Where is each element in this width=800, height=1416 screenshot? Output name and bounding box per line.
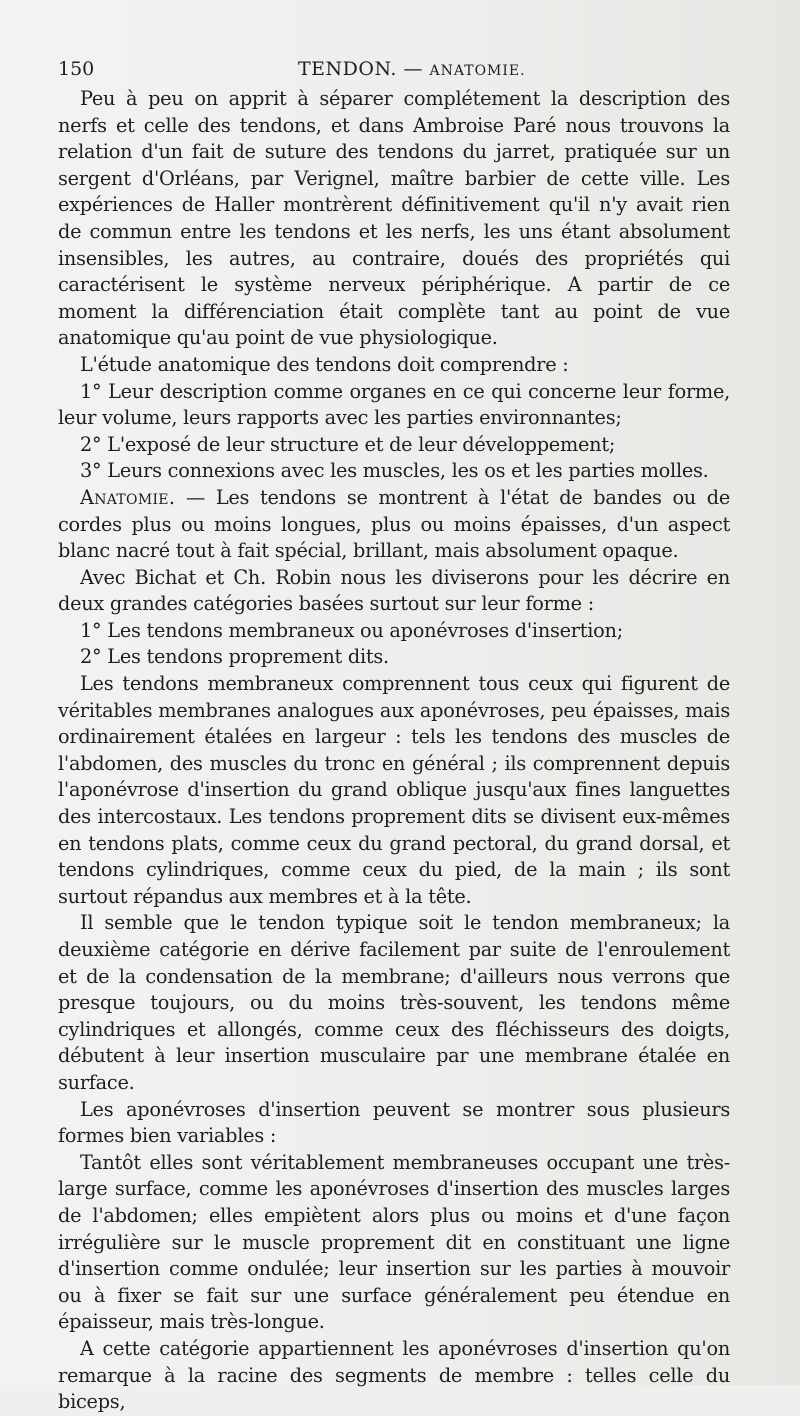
list-item-structure: 2° L'exposé de leur structure et de leur développement; (80, 432, 616, 456)
list-item-connexions: 3° Leurs connexions avec les muscles, les os et les parties molles. (80, 459, 709, 483)
body-text (58, 86, 730, 1416)
anatomie-heading: Anatomie. (80, 485, 176, 509)
paragraph-categories: Avec Bichat et Ch. Robin nous les diviserons pour les décrire en deux grandes catégories basées surtout sur leur forme : (58, 565, 730, 616)
paragraph-categorie: A cette catégorie appartiennent les aponévroses d'insertion qu'on remarque à la racine des segments de membre : telles celle du biceps, (58, 1336, 730, 1414)
running-separator: — (403, 58, 423, 80)
paragraph-tantot: Tantôt elles sont véritablement membraneuses occupant une très-large surface, comme les aponévroses d'insertion des muscles larges de l'abdomen; elles empiètent alors plus ou moins et d'une façon irrégulière sur le muscle proprement dit en constituant une ligne d'insertion comme ondulée; leur insertion sur les parties à mouvoir ou à fixer se fait sur une surface généralement peu étendue en épaisseur, mais très-longue. (58, 1150, 730, 1334)
paragraph-history: Peu à peu on apprit à séparer complétement la description des nerfs et celle des tendons, et dans Ambroise Paré nous trouvons la relation d'un fait de suture des tendons du jarret, pratiquée sur un sergent d'Orléans, par Verignel, maître barbier de cette ville. Les expériences de Haller montrèrent définitivement qu'il n'y avait rien de commun entre les tendons et les nerfs, les uns étant absolument insensibles, les autres, au contraire, doués des propriétés qui caractérisent le système nerveux périphérique. A partir de ce moment la différenciation était complète tant au point de vue anatomique qu'au point de vue physiologique. (58, 87, 730, 350)
paragraph-typique: Il semble que le tendon typique soit le tendon membraneux; la deuxième catégorie en dérive facilement par suite de l'enroulement et de la condensation de la membrane; d'ailleurs nous verrons que presque toujours, ou du moins très-souvent, les tendons même cylindriques et allongés, comme ceux des fléchisseurs des doigts, débutent à leur insertion musculaire par une membrane étalée en surface. (58, 911, 730, 1094)
running-subtitle: ANATOMIE. (429, 63, 526, 79)
paragraph-aponevroses: Les aponévroses d'insertion peuvent se montrer sous plusieurs formes bien variables : (58, 1097, 730, 1148)
list-item-proprement-dits: 2° Les tendons proprement dits. (80, 645, 389, 669)
page-number: 150 (58, 58, 95, 80)
list-item-membraneux: 1° Les tendons membraneux ou aponévroses d'insertion; (80, 618, 623, 642)
paragraph-anatomie (58, 485, 730, 565)
paragraph-study-intro: L'étude anatomique des tendons doit comprendre : (80, 352, 569, 376)
running-title: TENDON. (298, 58, 397, 80)
running-head (298, 52, 526, 88)
list-item-description: 1° Leur description comme organes en ce qui concerne leur forme, leur volume, leurs rapports avec les parties environnantes; (58, 379, 730, 430)
anatomie-text: — Les tendons se montrent à l'état de bandes ou de cordes plus ou moins longues, plus ou moins épaisses, d'un aspect blanc nacré tout à fait spécial, brillant, mais absolument opaque. (58, 485, 730, 563)
paragraph-membraneux: Les tendons membraneux comprennent tous ceux qui figurent de véritables membranes analogues aux aponévroses, peu épaisses, mais ordinairement étalées en largeur : tels les tendons des muscles de l'abdomen, des muscles du tronc en général ; ils comprennent depuis l'aponévrose d'insertion du grand oblique jusqu'aux fines languettes des intercostaux. Les tendons proprement dits se divisent eux-mêmes en tendons plats, comme ceux du grand pectoral, du grand dorsal, et tendons cylindriques, comme ceux du pied, de la main ; ils sont surtout répandus aux membres et à la tête. (58, 672, 730, 908)
page-header (58, 52, 730, 86)
